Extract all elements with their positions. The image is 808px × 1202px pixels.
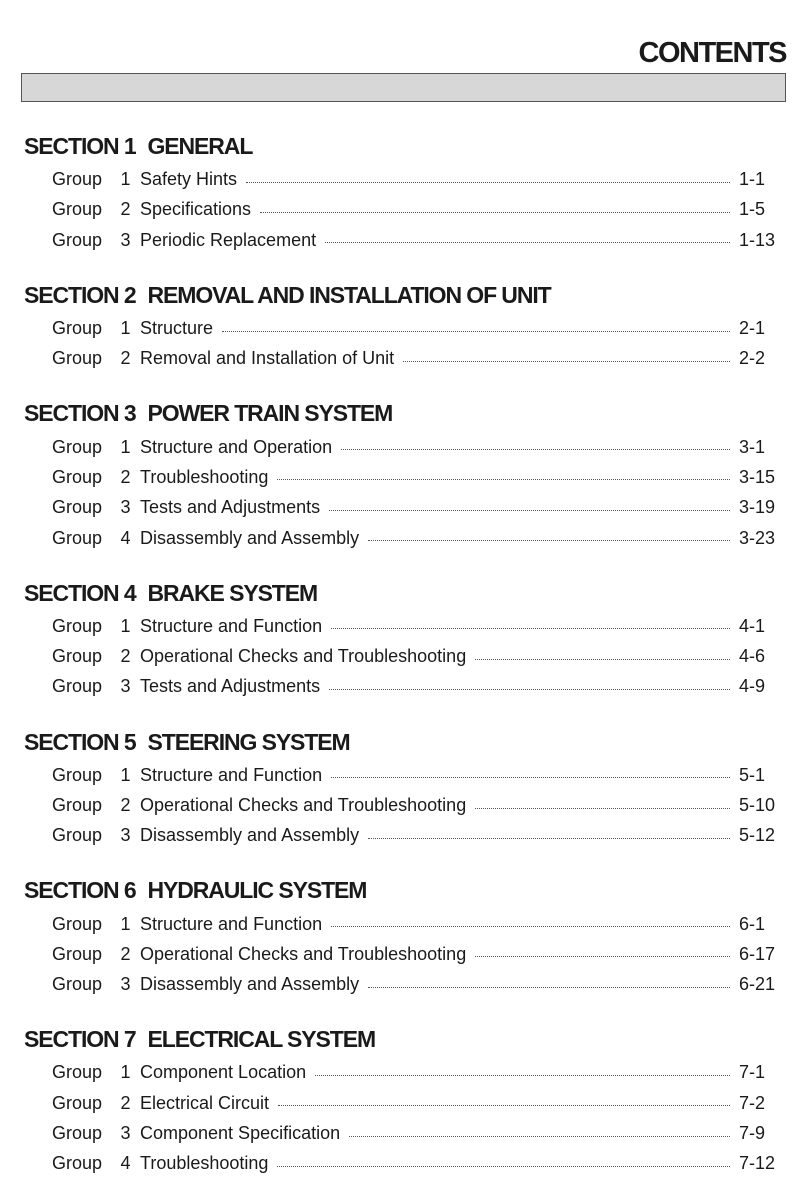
toc-entry[interactable] <box>24 820 776 850</box>
dot-leader <box>325 242 730 243</box>
group-number: 2 <box>120 199 131 220</box>
section-heading[interactable] <box>24 725 776 759</box>
dot-leader <box>329 510 730 511</box>
page-number: 3-1 <box>739 436 766 457</box>
group-name: Electrical Circuit <box>140 1092 270 1113</box>
section-1 <box>24 129 776 255</box>
section-number: SECTION 4 <box>24 579 136 606</box>
page-number: 3-19 <box>739 497 776 518</box>
group-number: 1 <box>120 436 131 457</box>
group-name: Structure and Operation <box>140 436 333 457</box>
section-title: POWER TRAIN SYSTEM <box>147 400 393 427</box>
group-name: Structure <box>140 318 214 339</box>
group-number: 4 <box>120 1153 131 1174</box>
dot-leader <box>331 926 730 927</box>
toc-entry[interactable] <box>24 760 776 790</box>
toc-entry[interactable] <box>24 522 776 552</box>
group-name: Component Specification <box>140 1123 341 1144</box>
dot-leader <box>246 182 730 183</box>
toc-entry[interactable] <box>24 431 776 461</box>
toc-entry[interactable] <box>24 225 776 255</box>
group-name: Troubleshooting <box>140 1153 269 1174</box>
group-name: Specifications <box>140 199 252 220</box>
group-name: Disassembly and Assembly <box>140 825 360 846</box>
toc-entry[interactable] <box>24 164 776 194</box>
toc-entry[interactable] <box>24 671 776 701</box>
section-title: REMOVAL AND INSTALLATION OF UNIT <box>147 281 551 308</box>
page-number: 7-9 <box>739 1123 766 1144</box>
toc-entry[interactable] <box>24 343 776 373</box>
page-number: 2-1 <box>739 318 766 339</box>
group-label: Group <box>52 1153 103 1174</box>
dot-leader <box>315 1075 730 1076</box>
section-heading[interactable] <box>24 396 776 430</box>
group-label: Group <box>52 943 103 964</box>
group-number: 1 <box>120 169 131 190</box>
toc-entry[interactable] <box>24 313 776 343</box>
dot-leader <box>278 1105 730 1106</box>
section-title: BRAKE SYSTEM <box>147 579 318 606</box>
group-label: Group <box>52 1123 103 1144</box>
group-label: Group <box>52 795 103 815</box>
section-title: HYDRAULIC SYSTEM <box>147 877 367 904</box>
page-number: 5-1 <box>739 764 766 785</box>
dot-leader <box>403 361 730 362</box>
group-number: 3 <box>120 825 131 846</box>
group-label: Group <box>52 497 103 518</box>
group-name: Tests and Adjustments <box>140 676 321 697</box>
page-number: 1-1 <box>739 169 766 190</box>
toc-entry[interactable] <box>24 611 776 641</box>
toc-entry[interactable] <box>24 1118 776 1148</box>
group-label: Group <box>52 913 103 934</box>
section-heading[interactable] <box>24 1022 776 1056</box>
group-label: Group <box>52 825 103 846</box>
group-number: 3 <box>120 497 131 518</box>
dot-leader <box>475 956 730 957</box>
section-heading[interactable] <box>24 129 776 163</box>
toc-entry[interactable] <box>24 969 776 999</box>
toc-entry[interactable] <box>24 641 776 671</box>
group-number: 2 <box>120 348 131 369</box>
page-number: 3-23 <box>739 527 776 548</box>
section-7 <box>24 1022 776 1178</box>
group-name: Periodic Replacement <box>140 229 317 250</box>
dot-leader <box>277 1166 730 1167</box>
toc-entry[interactable] <box>24 194 776 224</box>
group-name: Structure and Function <box>140 615 323 636</box>
group-number: 3 <box>120 974 131 995</box>
page-number: 5-10 <box>739 795 776 815</box>
page-number: 4-1 <box>739 615 766 636</box>
page-number: 2-2 <box>739 348 766 369</box>
group-label: Group <box>52 764 103 785</box>
group-number: 1 <box>120 913 131 934</box>
section-6 <box>24 873 776 999</box>
section-5 <box>24 725 776 851</box>
group-number: 1 <box>120 764 131 785</box>
dot-leader <box>349 1136 730 1137</box>
group-number: 2 <box>120 646 131 667</box>
group-number: 2 <box>120 466 131 487</box>
group-number: 1 <box>120 615 131 636</box>
toc-entry[interactable] <box>24 1057 776 1087</box>
group-label: Group <box>52 1062 103 1083</box>
section-heading[interactable] <box>24 576 776 610</box>
group-label: Group <box>52 527 103 548</box>
dot-leader <box>341 449 730 450</box>
toc-entry[interactable] <box>24 462 776 492</box>
toc-entry[interactable] <box>24 1088 776 1118</box>
section-title: ELECTRICAL SYSTEM <box>147 1026 376 1053</box>
dot-leader <box>475 808 730 809</box>
group-label: Group <box>52 229 103 250</box>
dot-leader <box>368 540 730 541</box>
dot-leader <box>331 777 730 778</box>
group-label: Group <box>52 199 103 220</box>
group-label: Group <box>52 646 103 667</box>
group-name: Tests and Adjustments <box>140 497 321 518</box>
page-number: 6-17 <box>739 943 776 964</box>
group-name: Troubleshooting <box>140 466 269 487</box>
section-2 <box>24 278 776 374</box>
group-name: Operational Checks and Troubleshooting <box>140 646 467 667</box>
group-name: Operational Checks and Troubleshooting <box>140 795 467 815</box>
title-bar <box>21 73 786 102</box>
section-number: SECTION 3 <box>24 400 136 427</box>
group-number: 2 <box>120 795 131 815</box>
dot-leader <box>331 628 730 629</box>
section-number: SECTION 5 <box>24 728 136 755</box>
section-4 <box>24 576 776 702</box>
page-number: 1-13 <box>739 229 776 250</box>
dot-leader <box>222 331 730 332</box>
group-name: Structure and Function <box>140 913 323 934</box>
group-name: Safety Hints <box>140 169 238 190</box>
group-number: 2 <box>120 943 131 964</box>
page-number: 7-12 <box>739 1153 776 1174</box>
toc-entry[interactable] <box>24 908 776 938</box>
dot-leader <box>329 689 730 690</box>
group-label: Group <box>52 436 103 457</box>
group-number: 3 <box>120 229 131 250</box>
section-number: SECTION 7 <box>24 1026 136 1053</box>
group-label: Group <box>52 169 103 190</box>
group-number: 2 <box>120 1092 131 1113</box>
contents-list <box>24 129 776 1202</box>
toc-entry[interactable] <box>24 1148 776 1178</box>
section-heading[interactable] <box>24 278 776 312</box>
page-number: 6-21 <box>739 974 776 995</box>
page-number: 7-2 <box>739 1092 766 1113</box>
group-label: Group <box>52 466 103 487</box>
page-number: 7-1 <box>739 1062 766 1083</box>
group-label: Group <box>52 615 103 636</box>
page-number: 1-5 <box>739 199 766 220</box>
group-label: Group <box>52 348 103 369</box>
page-number: 4-6 <box>739 646 766 667</box>
section-number: SECTION 2 <box>24 281 136 308</box>
page-number: 3-15 <box>739 466 776 487</box>
group-label: Group <box>52 676 103 697</box>
page-number: 6-1 <box>739 913 766 934</box>
group-label: Group <box>52 1092 103 1113</box>
toc-entry[interactable] <box>24 939 776 969</box>
page-number: 5-12 <box>739 825 776 846</box>
dot-leader <box>368 987 730 988</box>
group-name: Component Location <box>140 1062 307 1083</box>
toc-entry[interactable] <box>24 492 776 522</box>
group-name: Removal and Installation of Unit <box>140 348 395 369</box>
toc-entry[interactable] <box>24 790 776 820</box>
dot-leader <box>260 212 730 213</box>
group-name: Structure and Function <box>140 764 323 785</box>
page-title: CONTENTS <box>638 37 786 69</box>
group-number: 1 <box>120 318 131 339</box>
group-name: Disassembly and Assembly <box>140 974 360 995</box>
group-label: Group <box>52 974 103 995</box>
group-number: 4 <box>120 527 131 548</box>
dot-leader <box>277 479 730 480</box>
section-title: GENERAL <box>147 133 253 159</box>
group-number: 1 <box>120 1062 131 1083</box>
section-number: SECTION 6 <box>24 877 136 904</box>
group-name: Disassembly and Assembly <box>140 527 360 548</box>
dot-leader <box>475 659 730 660</box>
section-3 <box>24 396 776 552</box>
page-number: 4-9 <box>739 676 766 697</box>
section-title: STEERING SYSTEM <box>147 728 350 755</box>
group-number: 3 <box>120 676 131 697</box>
group-number: 3 <box>120 1123 131 1144</box>
section-number: SECTION 1 <box>24 133 136 159</box>
dot-leader <box>368 838 730 839</box>
group-label: Group <box>52 318 103 339</box>
section-heading[interactable] <box>24 873 776 907</box>
group-name: Operational Checks and Troubleshooting <box>140 943 467 964</box>
